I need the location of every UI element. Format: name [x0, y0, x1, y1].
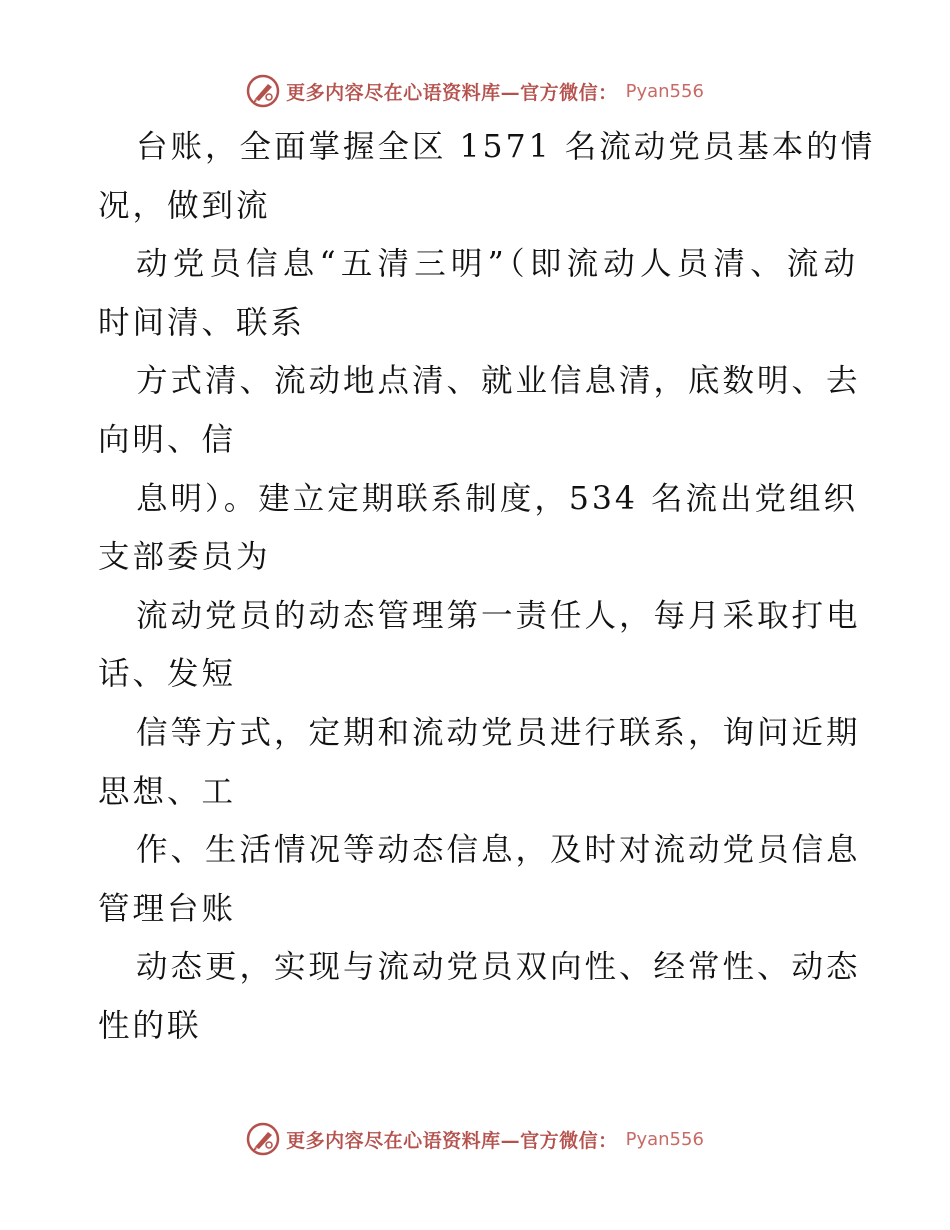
- text-line: 作、生活情况等动态信息，及时对流动党员信息: [136, 832, 861, 869]
- body-text: [98, 118, 876, 1056]
- text-line: 向明、信: [98, 421, 237, 458]
- text-line: 思想、工: [98, 773, 237, 810]
- text-line: 流动党员的动态管理第一责任人，每月采取打电: [136, 597, 861, 634]
- header-banner: [0, 71, 950, 111]
- text-line: 动党员信息“五清三明”（即流动人员清、流动: [136, 246, 858, 283]
- text-line: 况，做到流: [98, 187, 271, 224]
- banner-text: 更多内容尽在心语资料库—官方微信：: [286, 81, 618, 104]
- footer-banner: [0, 1119, 950, 1159]
- text-line: 管理台账: [98, 890, 237, 927]
- text-line: 息明）。建立定期联系制度，534 名流出党组织: [136, 480, 858, 517]
- pen-logo-icon: [246, 1122, 280, 1156]
- text-line: 方式清、流动地点清、就业信息清，底数明、去: [136, 363, 861, 400]
- text-line: 时间清、联系: [98, 304, 306, 341]
- text-line: 性的联: [98, 1007, 202, 1044]
- pen-logo-icon: [246, 74, 280, 108]
- text-line: 话、发短: [98, 656, 237, 693]
- text-line: 动态更，实现与流动党员双向性、经常性、动态: [136, 949, 861, 986]
- text-line: 信等方式，定期和流动党员进行联系，询问近期: [136, 714, 861, 751]
- banner-wechat-id: Pyan556: [625, 80, 704, 102]
- banner-text: 更多内容尽在心语资料库—官方微信：: [286, 1129, 618, 1152]
- banner-wechat-id: Pyan556: [625, 1128, 704, 1150]
- text-line: 支部委员为: [98, 539, 271, 576]
- text-line: 台账，全面掌握全区 1571 名流动党员基本的情: [136, 129, 876, 165]
